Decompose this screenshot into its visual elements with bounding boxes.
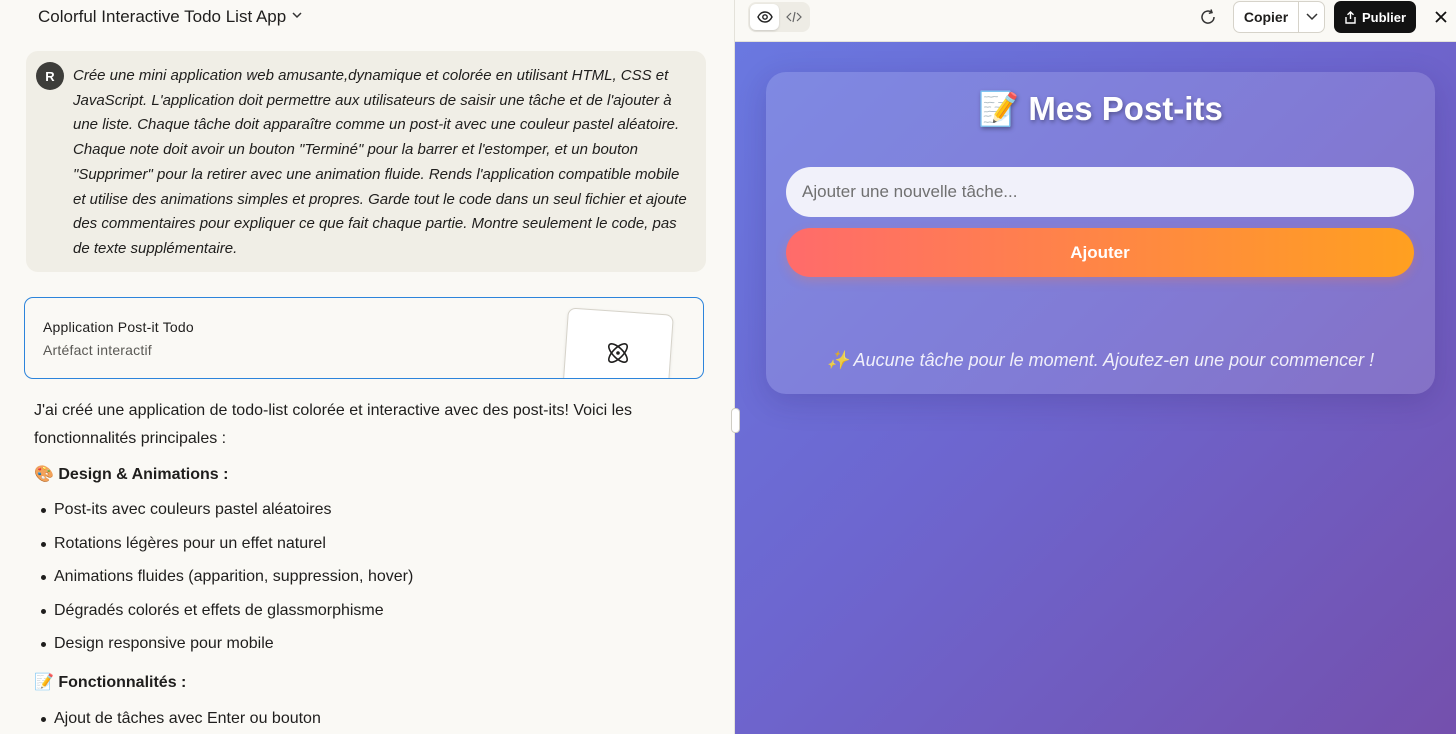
bullet-dot: [41, 717, 46, 722]
code-icon: [786, 11, 802, 23]
list-item: [41, 501, 331, 519]
conversation-title: Colorful Interactive Todo List App: [38, 7, 287, 26]
code-tab[interactable]: [779, 4, 808, 30]
bullet-dot: [41, 609, 46, 614]
artifact-toolbar: [735, 0, 1456, 42]
bullet-dot: [41, 508, 46, 513]
copy-button[interactable]: Copier: [1234, 2, 1299, 32]
list-item: [41, 535, 326, 553]
bullet-dot: [41, 542, 46, 547]
user-message-text: Crée une mini application web amusante,dynamique et colorée en utilisant HTML, CSS et JavaScript. L'application doit permettre aux utilisateurs de saisir une tâche et de l'ajouter à une liste. Chaque tâche doit apparaître comme un post-it avec une couleur pastel aléatoire. Chaque note doit avoir un bouton "Terminé" pour la barrer et l'estomper, et un bouton "Supprimer" pour la retirer avec une animation fluide. Rends l'application compatible mobile et utilise des animations simples et propres. Garde tout le code dans un seul fichier et ajoute des commentaires pour expliquer ce que fait chaque partie. Montre seulement le code, pas de texte supplémentaire.: [73, 67, 687, 257]
list-item-text: Post-its avec couleurs pastel aléatoires: [54, 501, 332, 518]
refresh-button[interactable]: [1196, 5, 1220, 29]
list-item-text: Rotations légères pour un effet naturel: [54, 535, 326, 552]
view-toggle: [748, 2, 810, 32]
list-item-text: Design responsive pour mobile: [54, 635, 274, 652]
preview-tab[interactable]: [750, 4, 779, 30]
refresh-icon: [1199, 8, 1217, 26]
list-item-text: Ajout de tâches avec Enter ou bouton: [54, 710, 321, 727]
publish-label: Publier: [1361, 9, 1407, 25]
app-title: 📝 Mes Post-its: [978, 90, 1223, 127]
list-item: [41, 710, 321, 728]
chevron-down-icon: [292, 10, 302, 22]
panel-resize-handle[interactable]: [731, 408, 740, 433]
list-item: [41, 635, 274, 653]
bullet-dot: [41, 642, 46, 647]
artifact-card[interactable]: [24, 297, 704, 379]
app-container: [766, 72, 1435, 394]
section-heading-features: 📝 Fonctionnalités :: [34, 674, 187, 691]
add-task-button[interactable]: Ajouter: [786, 228, 1414, 277]
list-item: [41, 568, 413, 586]
empty-state-message: ✨ Aucune tâche pour le moment. Ajoutez-en une pour commencer !: [826, 350, 1375, 370]
user-avatar: R: [36, 62, 64, 90]
response-intro: J'ai créé une application de todo-list colorée et interactive avec des post-its! Voici les fonctionnalités principales :: [34, 402, 633, 447]
conversation-title-menu[interactable]: [38, 7, 302, 27]
artifact-panel: [735, 0, 1456, 734]
section-heading-design: 🎨 Design & Animations :: [34, 466, 229, 483]
share-icon: [1344, 11, 1357, 24]
atom-icon: [603, 338, 633, 368]
task-input[interactable]: [786, 167, 1414, 217]
artifact-subtitle: Artéfact interactif: [43, 342, 152, 358]
list-item-text: Animations fluides (apparition, suppression, hover): [54, 568, 414, 585]
bullet-dot: [41, 575, 46, 580]
list-item: [41, 602, 384, 620]
artifact-preview: [735, 42, 1456, 734]
copy-button-group: [1233, 1, 1325, 33]
publish-button[interactable]: [1334, 1, 1416, 33]
chevron-down-icon: [1306, 13, 1318, 21]
list-item-text: Dégradés colorés et effets de glassmorphisme: [54, 602, 384, 619]
eye-icon: [757, 11, 773, 23]
close-icon: [1434, 10, 1448, 24]
artifact-title: Application Post-it Todo: [43, 319, 194, 335]
close-button[interactable]: [1429, 5, 1453, 29]
copy-options-button[interactable]: [1299, 2, 1324, 32]
user-message: [26, 51, 706, 272]
